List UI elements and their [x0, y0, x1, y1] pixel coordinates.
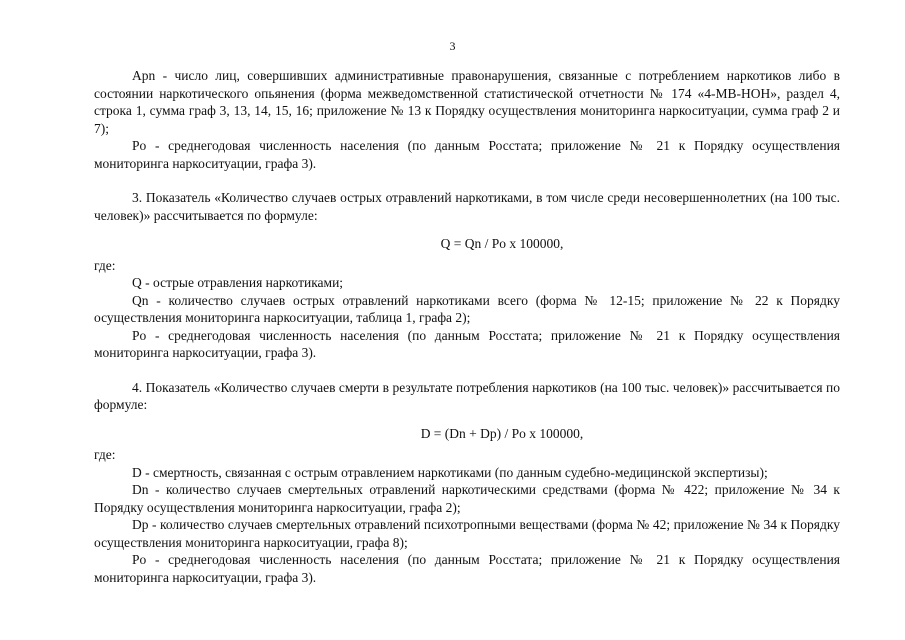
definition-q: Q - острые отравления наркотиками; [132, 275, 344, 290]
spacer [94, 172, 840, 189]
page-number: 3 [449, 39, 456, 53]
document-body [94, 67, 840, 586]
section-4-intro: 4. Показатель «Количество случаев смерти в результате потребления наркотиков (на 100 тыс. человек)» рассчитывается по формуле: [94, 379, 840, 412]
where-label: где: [94, 257, 116, 273]
definition-d: D - смертность, связанная с острым отравлением наркотиками (по данным судебно-медицинской экспертизы); [132, 464, 768, 480]
formula-d: D = (Dn + Dp) / Po x 100000, [420, 425, 584, 441]
definition-dn: Dn - количество случаев смертельных отравлений наркотическими средствами (форма № 422; приложение № 34 к Порядку осуществления мониторинга наркоситуации, графа 2); [94, 482, 840, 515]
spacer [94, 362, 840, 379]
section-3-intro: 3. Показатель «Количество случаев острых отравлений наркотиками, в том числе среди несовершеннолетних (на 100 тыс. человек)» рассчитывается по формуле: [94, 190, 840, 223]
where-label: где: [94, 447, 116, 462]
formula-q: Q = Qn / Po x 100000, [440, 236, 564, 251]
definition-po: Po - среднегодовая численность населения (по данным Росстата; приложение № 21 к Порядку осуществления мониторинга наркоситуации, графа 3). [94, 552, 840, 585]
definition-po: Po - среднегодовая численность населения (по данным Росстата; приложение № 21 к Порядку осуществления мониторинга наркоситуации, графа 3). [94, 138, 840, 171]
definition-qn: Qn - количество случаев острых отравлений наркотиками всего (форма № 12-15; приложение № 22 к Порядку осуществления мониторинга наркоситуации, таблица 1, графа 2); [94, 292, 840, 325]
definition-apn: Apn - число лиц, совершивших административные правонарушения, связанные с потреблением наркотиков либо в состоянии наркотического опьянения (форма межведомственной статистической отчетности № 174 «4-МВ-НОН», раздел 4, строка 1, сумма граф 3, 13, 14, 15, 16; приложение № 13 к Порядку осуществления мониторинга наркоситуации, сумма граф 2 и 7); [94, 68, 840, 136]
definition-po: Po - среднегодовая численность населения (по данным Росстата; приложение № 21 к Порядку осуществления мониторинга наркоситуации, графа 3). [94, 327, 840, 360]
definition-dp: Dp - количество случаев смертельных отравлений психотропными веществами (форма № 42; приложение № 34 к Порядку осуществления мониторинга наркоситуации, графа 8); [94, 517, 840, 550]
